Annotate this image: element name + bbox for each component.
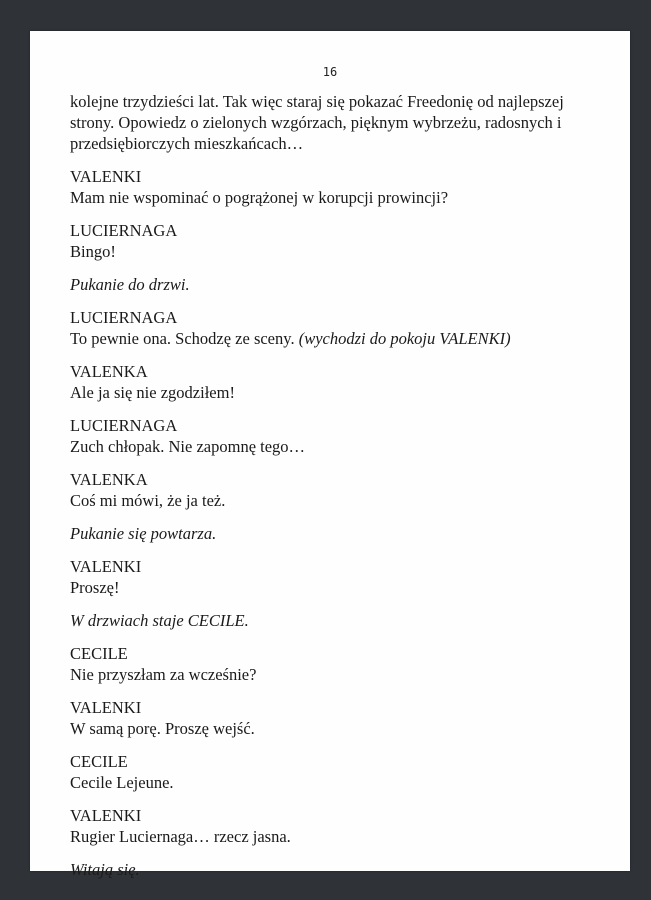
dialogue-block (70, 697, 590, 739)
speaker-name: LUCIERNAGA (70, 416, 178, 435)
dialogue-block (70, 643, 590, 685)
stage-direction: W drzwiach staje CECILE. (70, 611, 249, 630)
dialogue-line: Ale ja się nie zgodziłem! (70, 383, 235, 402)
speaker-name: VALENKI (70, 557, 142, 576)
stage-direction: Witają się. (70, 860, 140, 879)
dialogue-line: Mam nie wspominać o pogrążonej w korupcji prowincji? (70, 188, 449, 207)
stage-direction-block (70, 610, 590, 631)
stage-direction: Pukanie do drzwi. (70, 275, 190, 294)
dialogue-line: Nie przyszłam za wcześnie? (70, 665, 257, 684)
dialogue-line: Proszę! (70, 578, 120, 597)
stage-direction-block (70, 859, 590, 880)
dialogue-block (70, 166, 590, 208)
speaker-name: CECILE (70, 644, 128, 663)
inline-stage-direction: (wychodzi do pokoju VALENKI) (298, 329, 511, 348)
dialogue-line: Zuch chłopak. Nie zapomnę tego… (70, 437, 306, 456)
dialogue-line: Cecile Lejeune. (70, 773, 174, 792)
dialogue-line: W samą porę. Proszę wejść. (70, 719, 255, 738)
stage-direction-block (70, 523, 590, 544)
dialogue-line: Bingo! (70, 242, 116, 261)
speaker-name: VALENKA (70, 470, 148, 489)
speaker-name: VALENKI (70, 698, 142, 717)
speaker-name: VALENKI (70, 806, 142, 825)
dialogue-line (70, 328, 590, 349)
speaker-name: LUCIERNAGA (70, 221, 178, 240)
dialogue-line: Coś mi mówi, że ja też. (70, 491, 226, 510)
speaker-name: VALENKA (70, 362, 148, 381)
prose-text: kolejne trzydzieści lat. Tak więc staraj się pokazać Freedonię od najlepszej strony. Opowiedz o zielonych wzgórzach, pięknym wybrzeżu, radosnych i przedsiębiorczych mieszkańcach… (70, 92, 564, 153)
dialogue-block (70, 361, 590, 403)
dialogue-block (70, 220, 590, 262)
script-page (30, 31, 630, 879)
script-content (70, 91, 590, 892)
dialogue-block (70, 805, 590, 847)
speaker-name: VALENKI (70, 167, 142, 186)
dialogue-line: Rugier Luciernaga… rzecz jasna. (70, 827, 291, 846)
stage-direction-block (70, 274, 590, 295)
dialogue-block (70, 751, 590, 793)
prose-block (70, 91, 590, 154)
dialogue-block (70, 556, 590, 598)
stage-direction: Pukanie się powtarza. (70, 524, 217, 543)
dialogue-block (70, 307, 590, 349)
speaker-name: CECILE (70, 752, 128, 771)
dialogue-block (70, 415, 590, 457)
dialogue-text: To pewnie ona. Schodzę ze sceny. (70, 329, 295, 348)
speaker-name: LUCIERNAGA (70, 308, 178, 327)
dialogue-block (70, 469, 590, 511)
page-number: 16 (322, 65, 338, 79)
